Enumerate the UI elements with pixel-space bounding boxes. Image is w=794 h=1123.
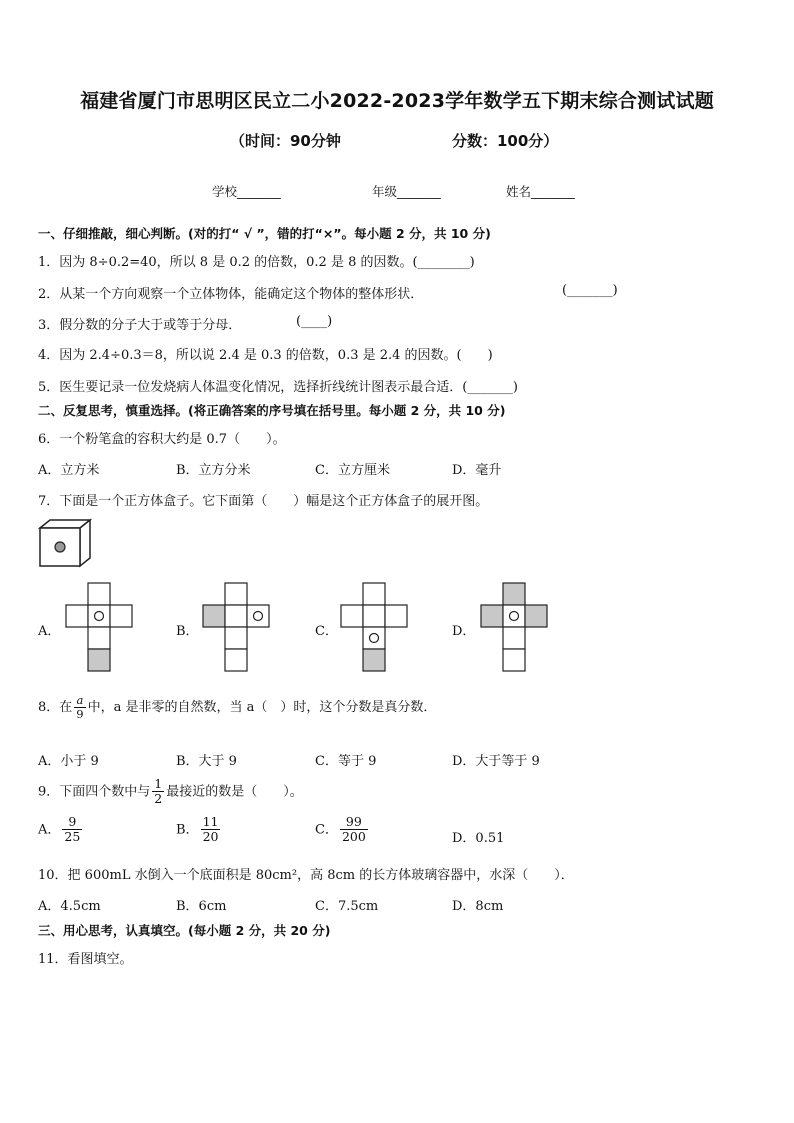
q6-option-a: A．立方米	[38, 463, 100, 478]
section-1-heading: 一、仔细推敲，细心判断。(对的打“ √ ”，错的打“×”。每小题 2 分，共 10 分)	[38, 226, 491, 241]
q7-option-d: D．	[452, 624, 476, 639]
section-3-heading: 三、用心思考，认真填空。(每小题 2 分，共 20 分)	[38, 923, 331, 938]
q8-option-b: B．大于 9	[176, 754, 237, 769]
question-8: 8．在 $\frac{a}{9}$ 中，a 是非零的自然数，当 a（ ）时，这个分数是真分数．	[38, 693, 437, 722]
q10-option-d: D．8cm	[452, 899, 504, 914]
exam-time: （时间：90分钟	[230, 132, 341, 150]
question-4: 4．因为 2.4÷0.3＝8，所以说 2.4 是 0.3 的倍数，0.3 是 2.4 的因数。( )	[38, 348, 493, 363]
question-1: 1．因为 8÷0.2=40，所以 8 是 0.2 的倍数，0.2 是 8 的因数。(________)	[38, 255, 475, 270]
question-2-blank: (_______)	[562, 283, 618, 298]
section-2-heading: 二、反复思考，慎重选择。(将正确答案的序号填在括号里。每小题 2 分，共 10 分)	[38, 403, 506, 418]
grade-field: 年级_______	[372, 184, 441, 199]
q8-option-d: D．大于等于 9	[452, 754, 540, 769]
q6-option-d: D．毫升	[452, 463, 502, 478]
q6-option-c: C．立方厘米	[315, 463, 390, 478]
q9-option-a: A． $\frac{9}{25}$	[38, 814, 81, 845]
net-c-image	[339, 582, 411, 672]
q6-option-b: B．立方分米	[176, 463, 251, 478]
name-field: 姓名_______	[506, 184, 575, 199]
question-3: 3．假分数的分子大于或等于分母．	[38, 318, 242, 333]
question-5: 5．医生要记录一位发烧病人体温变化情况，选择折线统计图表示最合适．(_______)	[38, 380, 518, 395]
page-title: 福建省厦门市思明区民立二小2022-2023学年数学五下期末综合测试试题	[80, 90, 714, 112]
q10-option-c: C．7.5cm	[315, 899, 379, 914]
question-2: 2．从某一个方向观察一个立体物体，能确定这个物体的整体形状．	[38, 287, 424, 302]
question-6: 6．一个粉笔盒的容积大约是 0.7（ ）。	[38, 432, 286, 447]
q8-option-a: A．小于 9	[38, 754, 99, 769]
q10-option-a: A．4.5cm	[38, 899, 101, 914]
q7-option-b: B．	[176, 624, 199, 639]
cube-image	[38, 518, 94, 568]
q7-option-c: C．	[315, 624, 338, 639]
q7-option-a: A．	[38, 624, 61, 639]
question-11: 11．看图填空。	[38, 952, 133, 967]
fraction-one-half: $\frac{1}{2}$	[154, 776, 163, 807]
q8-option-c: C．等于 9	[315, 754, 377, 769]
fraction-a-over-9: $\frac{a}{9}$	[76, 693, 84, 722]
q9-option-d: D．0.51	[452, 831, 505, 846]
question-3-blank: (____)	[296, 314, 333, 329]
exam-score: 分数：100分）	[452, 132, 559, 150]
school-field: 学校_______	[212, 184, 281, 199]
question-7: 7．下面是一个正方体盒子。它下面第（ ）幅是这个正方体盒子的展开图。	[38, 494, 489, 509]
net-b-image	[201, 582, 273, 672]
net-d-image	[479, 582, 551, 672]
q9-option-c: C． $\frac{99}{200}$	[315, 814, 366, 845]
question-9: 9．下面四个数中与 $\frac{1}{2}$ 最接近的数是（ ）。	[38, 776, 303, 807]
net-a-image	[64, 582, 136, 672]
question-10: 10．把 600mL 水倒入一个底面积是 80cm²，高 8cm 的长方体玻璃容器中，水深（ ）．	[38, 868, 574, 883]
q9-option-b: B． $\frac{11}{20}$	[176, 814, 219, 845]
q10-option-b: B．6cm	[176, 899, 227, 914]
